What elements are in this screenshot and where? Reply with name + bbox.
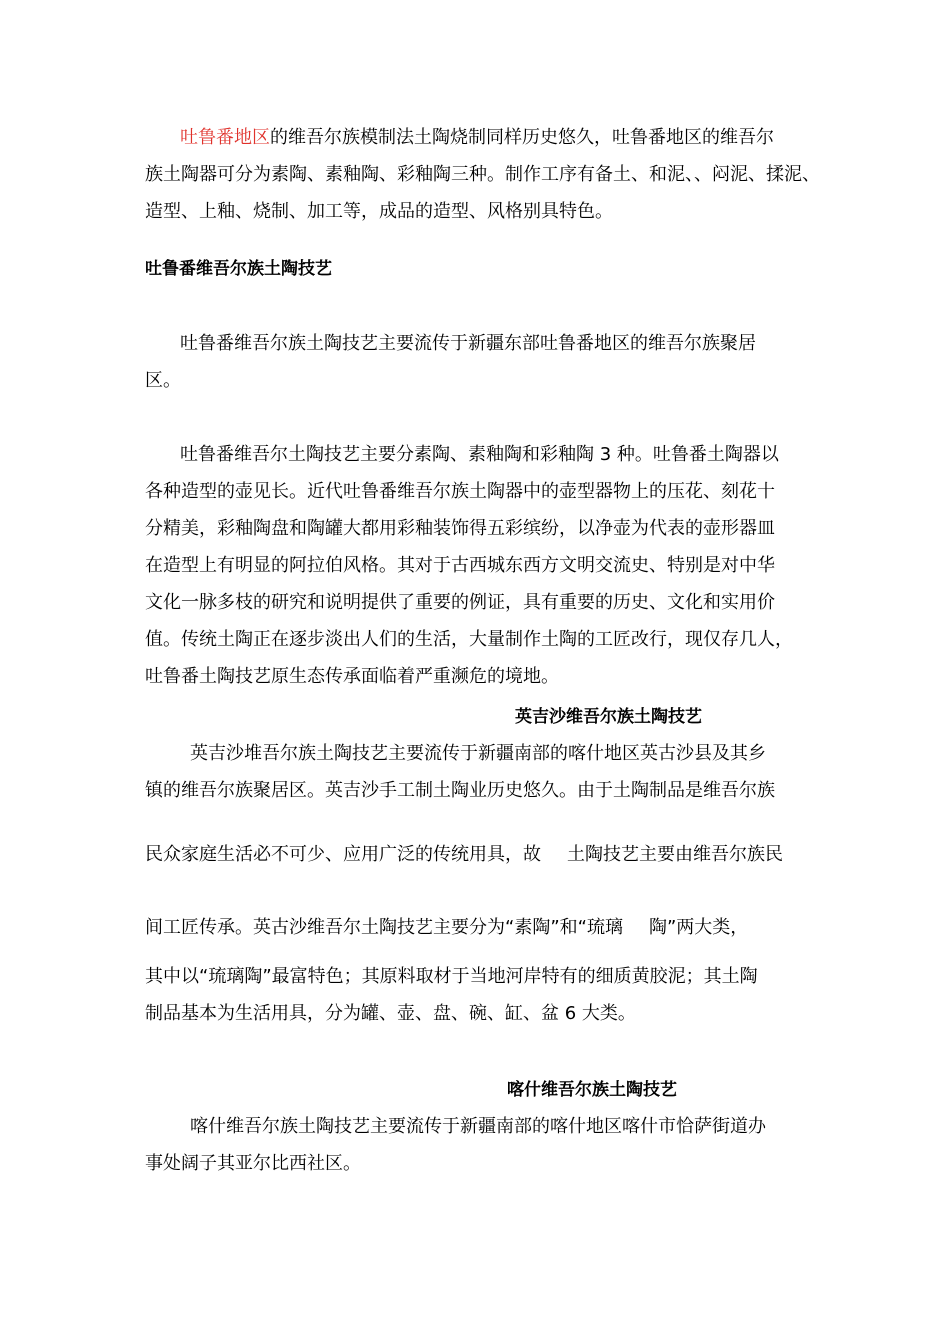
section-heading-yengisar: 英吉沙维吾尔族土陶技艺 [515, 707, 702, 727]
paragraph-2-line-2: 区。 [145, 370, 181, 391]
paragraph-3-line-4: 在造型上有明显的阿拉伯风格。其对于古西城东西方文明交流史、特别是对中华 [145, 555, 775, 576]
paragraph-4-line-3-part-b: 土陶技艺主要由维吾尔族民 [567, 844, 783, 865]
paragraph-1-line-2: 族土陶器可分为素陶、素釉陶、彩釉陶三种。制作工序有备土、和泥、、闷泥、揉泥、 [145, 164, 820, 185]
paragraph-3-line-3: 分精美，彩釉陶盘和陶罐大都用彩釉装饰得五彩缤纷，以净壶为代表的壶形器皿 [145, 518, 775, 539]
section-heading-kashgar: 喀什维吾尔族土陶技艺 [507, 1080, 677, 1100]
paragraph-4-line-4-part-b: 陶”两大类， [648, 917, 749, 938]
paragraph-4-line-6: 制品基本为生活用具，分为罐、壶、盘、碗、缸、盆 6 大类。 [145, 1003, 636, 1024]
paragraph-3-line-7: 吐鲁番土陶技艺原生态传承面临着严重濒危的境地。 [145, 666, 559, 687]
paragraph-4-line-4 [145, 916, 748, 940]
paragraph-4-line-1: 英吉沙堆吾尔族土陶技艺主要流传于新疆南部的喀什地区英古沙县及其乡 [190, 743, 766, 764]
paragraph-3-line-5: 文化一脉多枝的研究和说明提供了重要的例证，具有重要的历史、文化和实用价 [145, 592, 775, 613]
paragraph-4-line-4-part-a: 间工匠传承。英古沙维吾尔土陶技艺主要分为“素陶”和“琉璃 [145, 917, 623, 938]
paragraph-1-line-1 [180, 126, 774, 150]
paragraph-4-line-3 [145, 843, 783, 867]
paragraph-3-line-2: 各种造型的壶见长。近代吐鲁番维吾尔族土陶器中的壶型器物上的压花、刻花十 [145, 481, 775, 502]
paragraph-2-line-1: 吐鲁番维吾尔族土陶技艺主要流传于新疆东部吐鲁番地区的维吾尔族聚居 [180, 333, 756, 354]
paragraph-3-line-6: 值。传统土陶正在逐步淡出人们的生活，大量制作土陶的工匠改行，现仅存几人， [145, 629, 793, 650]
paragraph-3-line-1: 吐鲁番维吾尔土陶技艺主要分素陶、素釉陶和彩釉陶 3 种。吐鲁番土陶器以 [180, 444, 779, 465]
paragraph-5-line-2: 事处阔子其亚尔比西社区。 [145, 1153, 361, 1174]
paragraph-1-line-3: 造型、上釉、烧制、加工等，成品的造型、风格别具特色。 [145, 201, 613, 222]
highlighted-term: 吐鲁番地区 [180, 127, 270, 148]
paragraph-5-line-1: 喀什维吾尔族土陶技艺主要流传于新疆南部的喀什地区喀什市恰萨街道办 [190, 1116, 766, 1137]
paragraph-4-line-3-part-a: 民众家庭生活必不可少、应用广泛的传统用具，故 [145, 844, 541, 865]
paragraph-4-line-5: 其中以“琉璃陶”最富特色；其原料取材于当地河岸特有的细质黄胶泥；其土陶 [145, 966, 758, 987]
section-heading-turpan: 吐鲁番维吾尔族土陶技艺 [145, 259, 332, 279]
paragraph-1-line-1-text: 的维吾尔族模制法土陶烧制同样历史悠久，吐鲁番地区的维吾尔 [270, 127, 774, 148]
paragraph-4-line-2: 镇的维吾尔族聚居区。英吉沙手工制土陶业历史悠久。由于土陶制品是维吾尔族 [145, 780, 775, 801]
